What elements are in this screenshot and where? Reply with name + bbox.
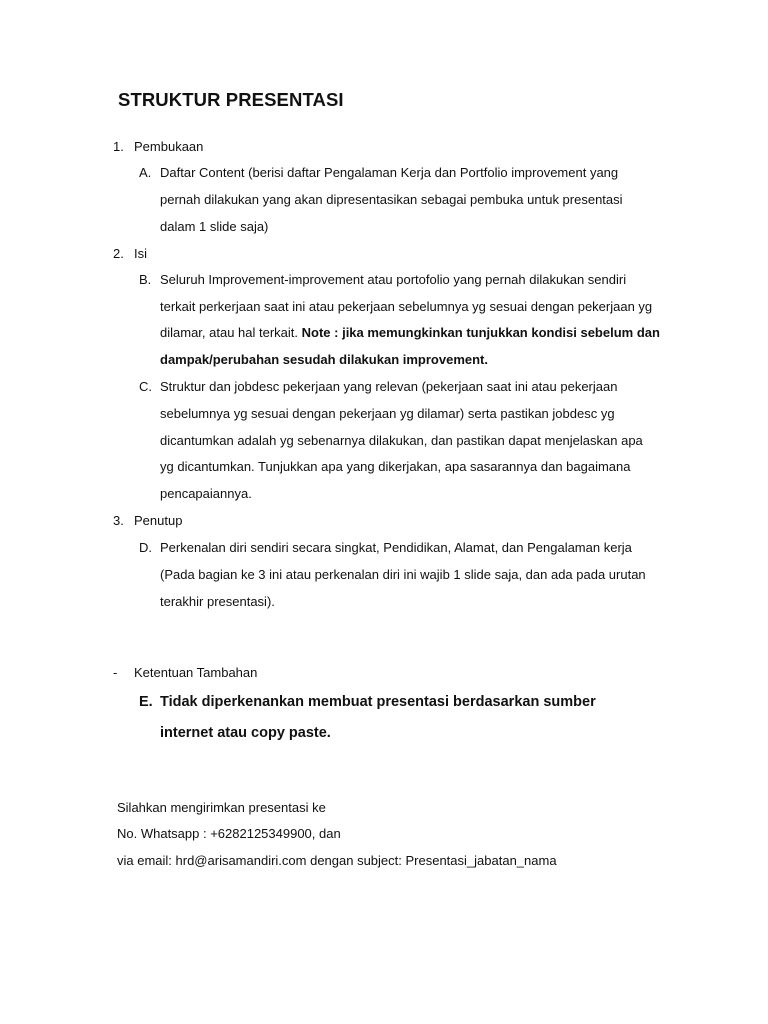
item-a-line: Daftar Content (berisi daftar Pengalaman Kerja dan Portfolio improvement yang [160,165,619,180]
item-c-line: sebelumnya yg sesuai dengan pekerjaan yg dilamar) serta pastikan jobdesc yg [160,406,615,421]
section-3-number: 3. [113,513,124,528]
item-e-marker: E. [139,694,153,710]
item-c-line: Struktur dan jobdesc pekerjaan yang relevan (pekerjaan saat ini atau pekerjaan [160,379,618,394]
item-e-line: internet atau copy paste. [160,725,331,741]
item-c-line: dicantumkan adalah yg sebenarnya dilakukan, dan pastikan dapat menjelaskan apa [160,433,643,448]
item-b-note-text: Note : jika memungkinkan tunjukkan kondisi sebelum dan [301,325,660,340]
item-b-line: Seluruh Improvement-improvement atau portofolio yang pernah dilakukan sendiri [160,272,627,287]
item-a-line: dalam 1 slide saja) [160,219,269,234]
item-b-marker: B. [139,272,152,287]
section-1-heading: Pembukaan [134,139,204,154]
item-b-note-line [160,346,488,373]
item-a-line: pernah dilakukan yang akan dipresentasikan sebagai pembuka untuk presentasi [160,192,623,207]
item-c-line: yg dicantumkan. Tunjukkan apa yang dikerjakan, apa sasarannya dan bagaimana [160,459,631,474]
item-b-note-text: dampak/perubahan sesudah dilakukan improvement. [160,352,488,367]
item-b-line [160,319,660,346]
item-c-line: pencapaiannya. [160,486,252,501]
item-b-plain-text: dilamar, atau hal terkait. [160,325,302,340]
item-a-marker: A. [139,165,152,180]
document-title: STRUKTUR PRESENTASI [118,89,344,110]
section-3-heading: Penutup [134,513,183,528]
item-d-line: (Pada bagian ke 3 ini atau perkenalan diri ini wajib 1 slide saja, dan ada pada urutan [160,567,646,582]
footer-line: Silahkan mengirimkan presentasi ke [117,800,326,815]
extra-heading: Ketentuan Tambahan [134,665,258,680]
footer-whatsapp-line: No. Whatsapp : +6282125349900, dan [117,826,341,841]
item-c-marker: C. [139,379,152,394]
footer-email-line: via email: hrd@arisamandiri.com dengan subject: Presentasi_jabatan_nama [117,853,557,868]
item-d-marker: D. [139,540,152,555]
section-1-number: 1. [113,139,124,154]
extra-dash: - [113,665,118,680]
item-e-line: Tidak diperkenankan membuat presentasi berdasarkan sumber [160,694,596,710]
item-d-line: terakhir presentasi). [160,594,275,609]
section-2-heading: Isi [134,246,147,261]
section-2-number: 2. [113,246,124,261]
item-d-line: Perkenalan diri sendiri secara singkat, Pendidikan, Alamat, dan Pengalaman kerja [160,540,632,555]
item-b-line: terkait perkerjaan saat ini atau pekerjaan sebelumnya yg sesuai dengan pekerjaan yg [160,299,653,314]
